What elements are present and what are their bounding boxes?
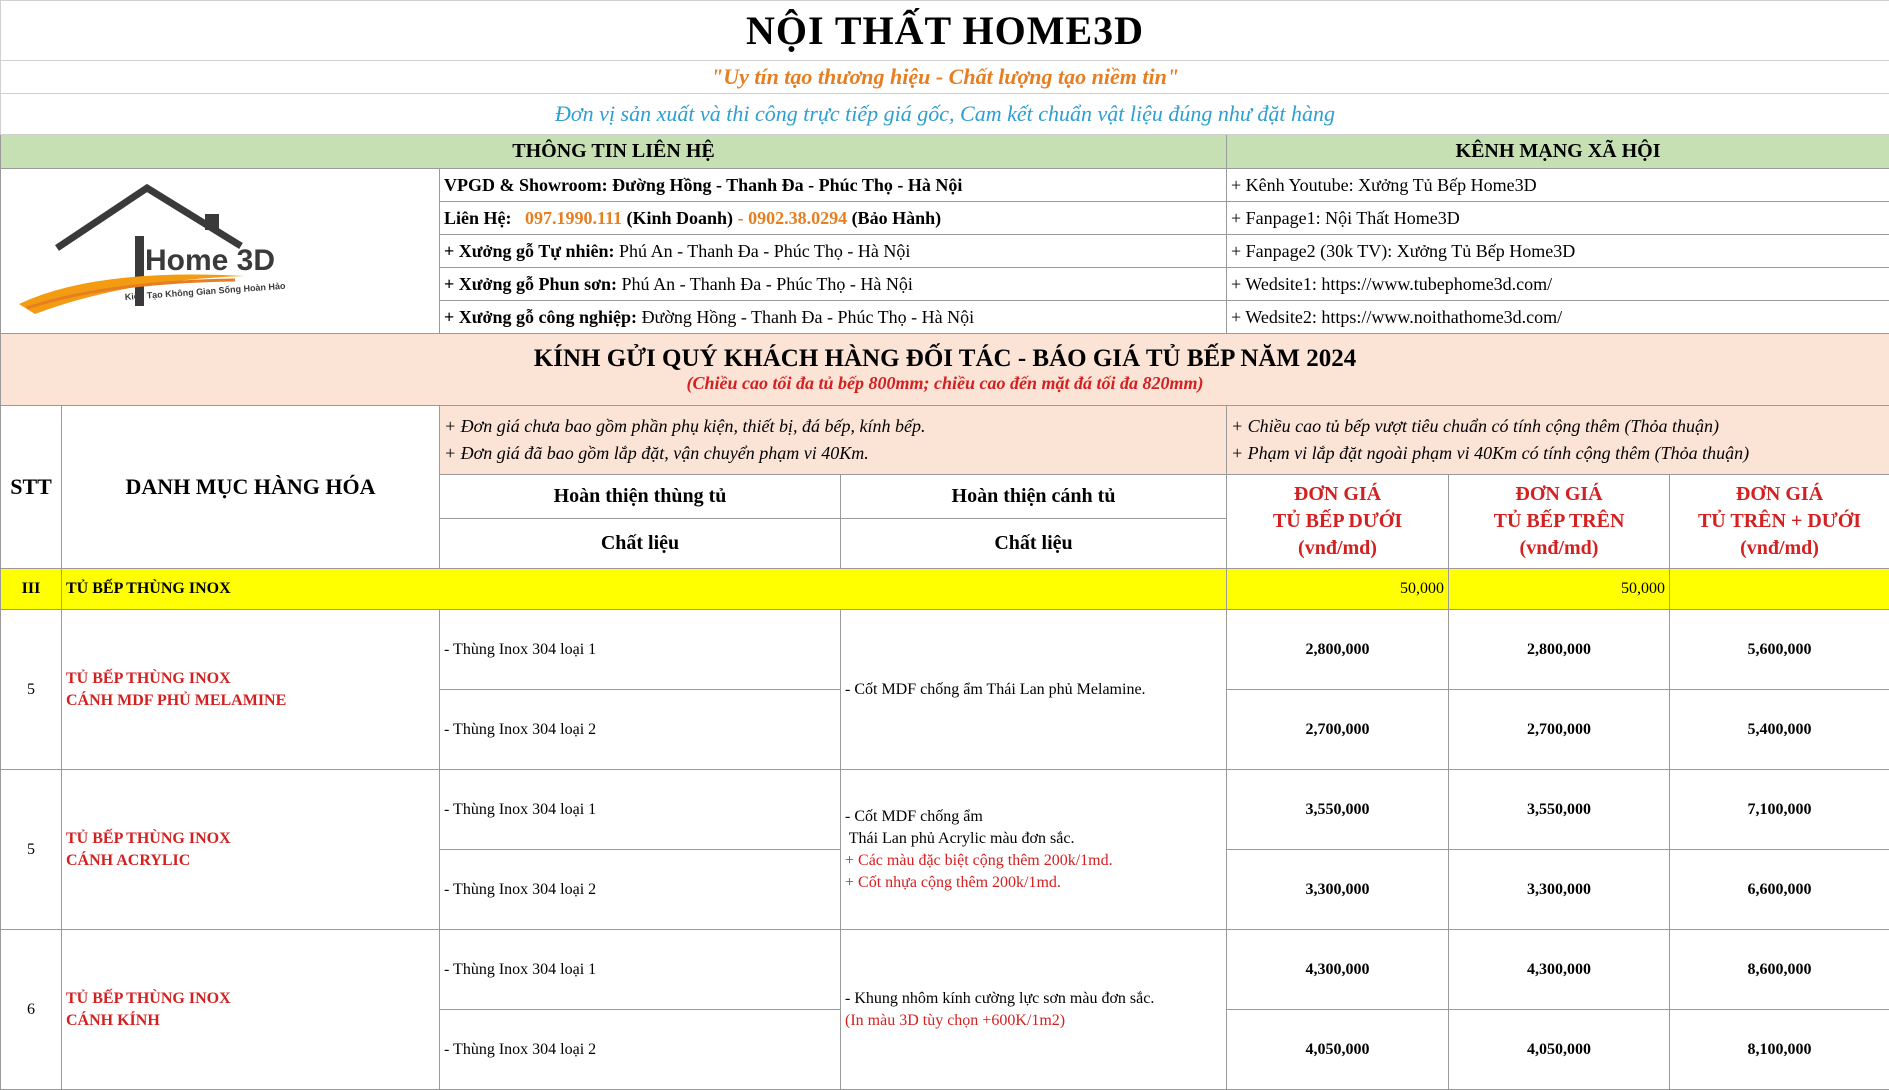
price-hdr-line: (vnđ/md) bbox=[1519, 537, 1599, 559]
section-price-upper: 50,000 bbox=[1449, 569, 1670, 610]
price-lower: 4,300,000 bbox=[1227, 930, 1449, 1010]
product-stt: 5 bbox=[1, 610, 62, 770]
col-price-lower bbox=[1227, 475, 1449, 569]
social-heading: KÊNH MẠNG XÃ HỘI bbox=[1227, 135, 1889, 169]
body-material: - Thùng Inox 304 loại 2 bbox=[440, 1010, 841, 1090]
product-name-line: TỦ BẾP THÙNG INOX bbox=[66, 829, 231, 847]
product-name bbox=[62, 610, 440, 770]
col-door-material: Chất liệu bbox=[841, 519, 1227, 569]
price-lower: 4,050,000 bbox=[1227, 1010, 1449, 1090]
price-lower: 3,300,000 bbox=[1227, 850, 1449, 930]
quote-title: KÍNH GỬI QUÝ KHÁCH HÀNG ĐỐI TÁC - BÁO GIÁ TỦ BẾP NĂM 2024 bbox=[533, 345, 1357, 372]
phone-line bbox=[440, 202, 1227, 235]
workshop-line bbox=[440, 301, 1227, 334]
product-name-line: CÁNH MDF PHỦ MELAMINE bbox=[66, 691, 287, 709]
workshop-label: + Xưởng gỗ công nghiệp: bbox=[444, 306, 638, 327]
slogan: "Uy tín tạo thương hiệu - Chất lượng tạo niềm tin" bbox=[1, 61, 1889, 94]
phone-warranty-note: (Bảo Hành) bbox=[851, 207, 942, 228]
phone-dash: - bbox=[737, 207, 744, 228]
door-line: Thái Lan phủ Acrylic màu đơn sắc. bbox=[845, 829, 1075, 847]
price-both: 6,600,000 bbox=[1670, 850, 1889, 930]
price-upper: 3,300,000 bbox=[1449, 850, 1670, 930]
notes-left bbox=[440, 406, 1227, 475]
phone-sales[interactable]: 097.1990.111 bbox=[525, 207, 623, 228]
price-hdr-line: (vnđ/md) bbox=[1298, 537, 1377, 559]
door-extra-line: + Cốt nhựa cộng thêm 200k/1md. bbox=[845, 873, 1061, 891]
price-hdr-line: TỦ BẾP TRÊN bbox=[1493, 510, 1625, 532]
door-line: - Cốt MDF chống ẩm bbox=[845, 807, 983, 825]
col-body-finish: Hoàn thiện thùng tủ bbox=[440, 475, 841, 519]
section-price-lower: 50,000 bbox=[1227, 569, 1449, 610]
quote-subtitle: (Chiều cao tối đa tủ bếp 800mm; chiều cao đến mặt đá tối đa 820mm) bbox=[686, 373, 1204, 393]
col-category: DANH MỤC HÀNG HÓA bbox=[62, 406, 440, 569]
quote-title-cell bbox=[1, 334, 1889, 406]
workshop-label: + Xưởng gỗ Phun sơn: bbox=[444, 273, 618, 294]
price-hdr-line: ĐƠN GIÁ bbox=[1735, 483, 1824, 505]
logo-tagline: Kiến Tạo Không Gian Sống Hoàn Hảo bbox=[124, 280, 286, 302]
price-upper: 4,300,000 bbox=[1449, 930, 1670, 1010]
note-line: + Chiều cao tủ bếp vượt tiêu chuẩn có tính cộng thêm (Thỏa thuận) bbox=[1231, 416, 1719, 436]
body-material: - Thùng Inox 304 loại 1 bbox=[440, 770, 841, 850]
col-price-upper bbox=[1449, 475, 1670, 569]
office-address: VPGD & Showroom: Đường Hồng - Thanh Đa - Phúc Thọ - Hà Nội bbox=[440, 169, 1227, 202]
door-line: - Cốt MDF chống ẩm Thái Lan phủ Melamine. bbox=[845, 680, 1146, 698]
col-body-material: Chất liệu bbox=[440, 519, 841, 569]
phone-warranty[interactable]: 0902.38.0294 bbox=[748, 207, 848, 228]
product-stt: 6 bbox=[1, 930, 62, 1090]
phone-sales-note: (Kinh Doanh) bbox=[626, 207, 734, 228]
price-upper: 2,800,000 bbox=[1449, 610, 1670, 690]
contact-heading: THÔNG TIN LIÊN HỆ bbox=[1, 135, 1227, 169]
product-name bbox=[62, 770, 440, 930]
door-extra-line: (In màu 3D tùy chọn +600K/1m2) bbox=[845, 1011, 1066, 1029]
price-hdr-line: TỦ TRÊN + DƯỚI bbox=[1697, 510, 1862, 532]
door-material bbox=[841, 770, 1227, 930]
note-line: + Phạm vi lắp đặt ngoài phạm vi 40Km có tính cộng thêm (Thỏa thuận) bbox=[1231, 443, 1750, 463]
workshop-address: Đường Hồng - Thanh Đa - Phúc Thọ - Hà Nội bbox=[641, 306, 975, 327]
product-name-line: TỦ BẾP THÙNG INOX bbox=[66, 669, 231, 687]
price-upper: 4,050,000 bbox=[1449, 1010, 1670, 1090]
price-both: 5,400,000 bbox=[1670, 690, 1889, 770]
price-hdr-line: ĐƠN GIÁ bbox=[1515, 483, 1603, 505]
price-lower: 2,700,000 bbox=[1227, 690, 1449, 770]
workshop-address: Phú An - Thanh Đa - Phúc Thọ - Hà Nội bbox=[619, 240, 911, 261]
table-row bbox=[1, 610, 1889, 690]
col-door-finish: Hoàn thiện cánh tủ bbox=[841, 475, 1227, 519]
tagline: Đơn vị sản xuất và thi công trực tiếp giá gốc, Cam kết chuẩn vật liệu đúng như đặt hàng bbox=[1, 94, 1889, 135]
product-name-line: TỦ BẾP THÙNG INOX bbox=[66, 989, 231, 1007]
note-line: + Đơn giá đã bao gồm lắp đặt, vận chuyển phạm vi 40Km. bbox=[444, 443, 869, 463]
note-line: + Đơn giá chưa bao gồm phần phụ kiện, thiết bị, đá bếp, kính bếp. bbox=[444, 416, 926, 436]
price-lower: 2,800,000 bbox=[1227, 610, 1449, 690]
price-both: 8,100,000 bbox=[1670, 1010, 1889, 1090]
logo-cell bbox=[1, 169, 440, 334]
door-line: - Khung nhôm kính cường lực sơn màu đơn sắc. bbox=[845, 989, 1155, 1007]
price-both: 7,100,000 bbox=[1670, 770, 1889, 850]
price-both: 5,600,000 bbox=[1670, 610, 1889, 690]
price-upper: 3,550,000 bbox=[1449, 770, 1670, 850]
body-material: - Thùng Inox 304 loại 1 bbox=[440, 610, 841, 690]
price-hdr-line: (vnđ/md) bbox=[1740, 537, 1819, 559]
social-item[interactable]: + Wedsite1: https://www.tubephome3d.com/ bbox=[1227, 268, 1889, 301]
section-name: TỦ BẾP THÙNG INOX bbox=[62, 569, 1227, 610]
page-title: NỘI THẤT HOME3D bbox=[1, 1, 1889, 61]
section-price-both bbox=[1670, 569, 1889, 610]
door-material bbox=[841, 610, 1227, 770]
body-material: - Thùng Inox 304 loại 1 bbox=[440, 930, 841, 1010]
phone-label: Liên Hệ: bbox=[444, 207, 512, 228]
price-lower: 3,550,000 bbox=[1227, 770, 1449, 850]
body-material: - Thùng Inox 304 loại 2 bbox=[440, 850, 841, 930]
door-extra-line: + Các màu đặc biệt cộng thêm 200k/1md. bbox=[845, 851, 1113, 869]
social-item[interactable]: + Kênh Youtube: Xưởng Tủ Bếp Home3D bbox=[1227, 169, 1889, 202]
workshop-line bbox=[440, 235, 1227, 268]
social-item[interactable]: + Fanpage1: Nội Thất Home3D bbox=[1227, 202, 1889, 235]
notes-right bbox=[1227, 406, 1889, 475]
logo-brand: Home 3D bbox=[145, 244, 276, 277]
body-material: - Thùng Inox 304 loại 2 bbox=[440, 690, 841, 770]
social-item[interactable]: + Fanpage2 (30k TV): Xưởng Tủ Bếp Home3D bbox=[1227, 235, 1889, 268]
price-hdr-line: TỦ BẾP DƯỚI bbox=[1272, 510, 1403, 532]
door-material bbox=[841, 930, 1227, 1090]
workshop-line bbox=[440, 268, 1227, 301]
workshop-address: Phú An - Thanh Đa - Phúc Thọ - Hà Nội bbox=[621, 273, 913, 294]
price-hdr-line: ĐƠN GIÁ bbox=[1293, 483, 1382, 505]
price-both: 8,600,000 bbox=[1670, 930, 1889, 1010]
col-price-both bbox=[1670, 475, 1889, 569]
home3d-logo bbox=[5, 176, 435, 326]
table-row bbox=[1, 770, 1889, 850]
product-name-line: CÁNH ACRYLIC bbox=[66, 851, 191, 869]
product-stt: 5 bbox=[1, 770, 62, 930]
section-number: III bbox=[1, 569, 62, 610]
workshop-label: + Xưởng gỗ Tự nhiên: bbox=[444, 240, 615, 261]
table-row bbox=[1, 930, 1889, 1010]
price-upper: 2,700,000 bbox=[1449, 690, 1670, 770]
product-name bbox=[62, 930, 440, 1090]
social-item[interactable]: + Wedsite2: https://www.noithathome3d.com/ bbox=[1227, 301, 1889, 334]
col-stt: STT bbox=[1, 406, 62, 569]
product-name-line: CÁNH KÍNH bbox=[66, 1011, 160, 1029]
